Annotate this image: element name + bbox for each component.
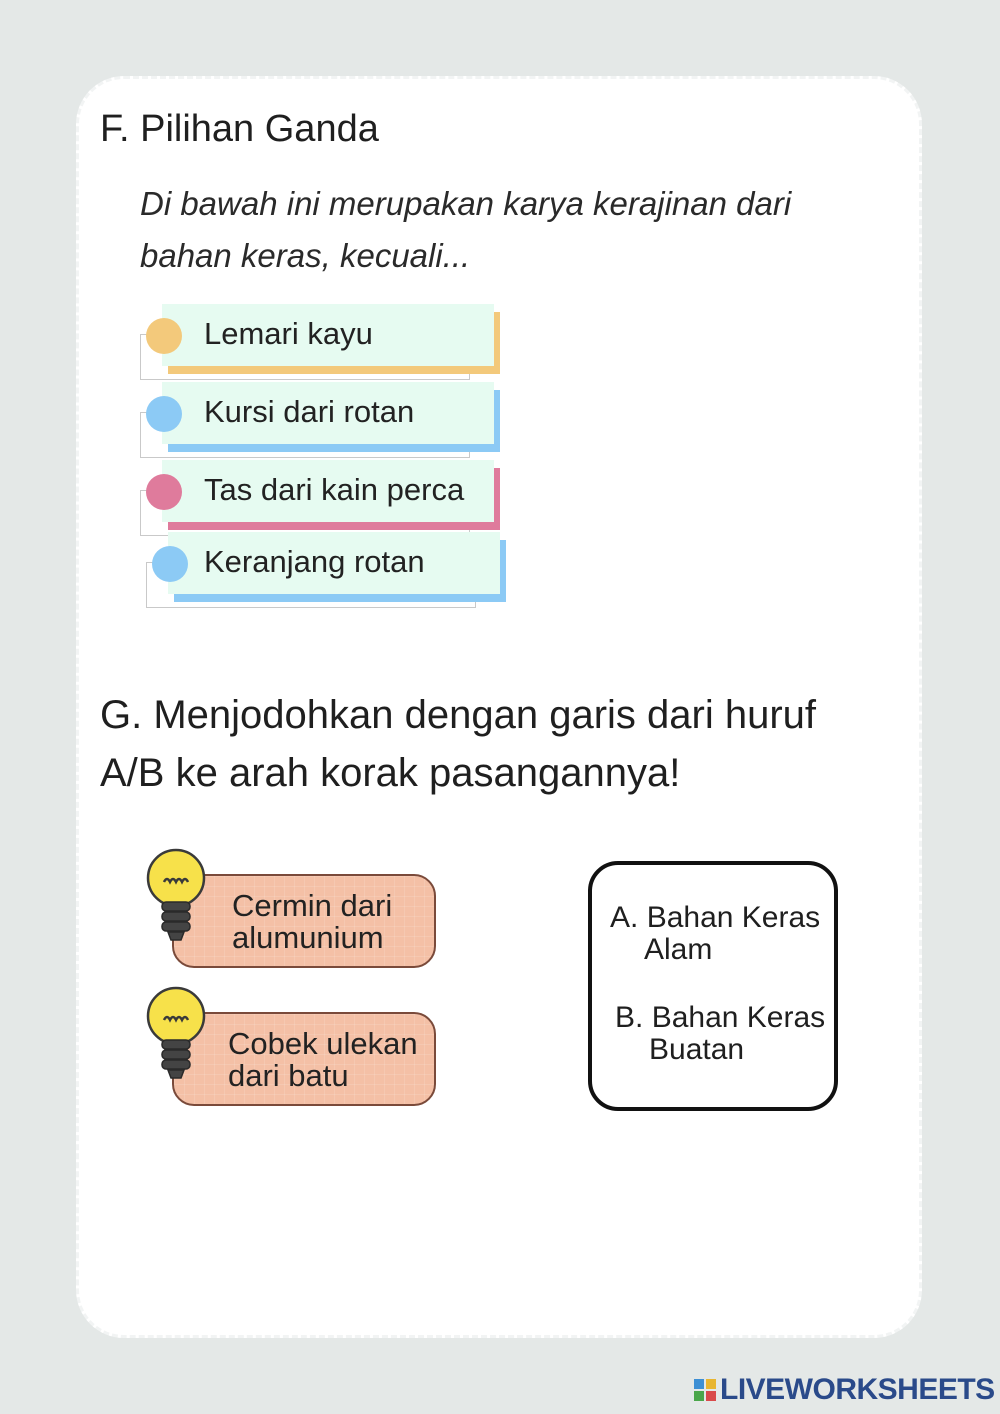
answer-a[interactable] [610,902,820,966]
answer-line: Bahan Keras [646,901,821,934]
option-dot-icon [152,546,188,582]
option-a[interactable] [140,304,510,384]
option-label: Tas dari kain perca [204,472,465,507]
option-label: Keranjang rotan [204,544,425,579]
answer-b[interactable] [615,1002,825,1066]
option-d[interactable] [146,532,516,612]
section-g-title: G. Menjodohkan dengan garis dari huruf A/B ke arah korak pasangannya! [100,693,817,795]
match-item-1[interactable] [146,848,446,966]
logo-grid-icon [694,1379,716,1401]
option-dot-icon [146,318,182,354]
liveworksheets-logo[interactable] [694,1372,995,1408]
option-label: Lemari kayu [204,316,373,351]
section-f-title: F. Pilihan Ganda [100,108,379,150]
lightbulb-icon [146,986,214,1090]
option-label: Kursi dari rotan [204,394,415,429]
match-item-line: dari batu [228,1058,349,1093]
answer-prefix: B. [615,1001,644,1034]
option-dot-icon [146,396,182,432]
match-item-text [228,1028,418,1092]
option-b[interactable] [140,382,510,462]
answer-box [588,861,838,1111]
match-item-2[interactable] [146,986,446,1104]
question-text: Di bawah ini merupakan karya kerajinan dari bahan keras, kecuali... [140,185,792,274]
match-item-line: Cobek ulekan [228,1026,418,1061]
option-c[interactable] [140,460,510,540]
answer-line: Buatan [649,1033,745,1066]
answer-line: Alam [644,933,713,966]
option-dot-icon [146,474,182,510]
match-item-line: alumunium [232,920,384,955]
match-item-line: Cermin dari [232,888,393,923]
match-item-text [232,890,392,954]
brand-name: LIVEWORKSHEETS [720,1373,995,1406]
lightbulb-icon [146,848,214,952]
answer-prefix: A. [610,901,639,934]
answer-line: Bahan Keras [651,1001,826,1034]
